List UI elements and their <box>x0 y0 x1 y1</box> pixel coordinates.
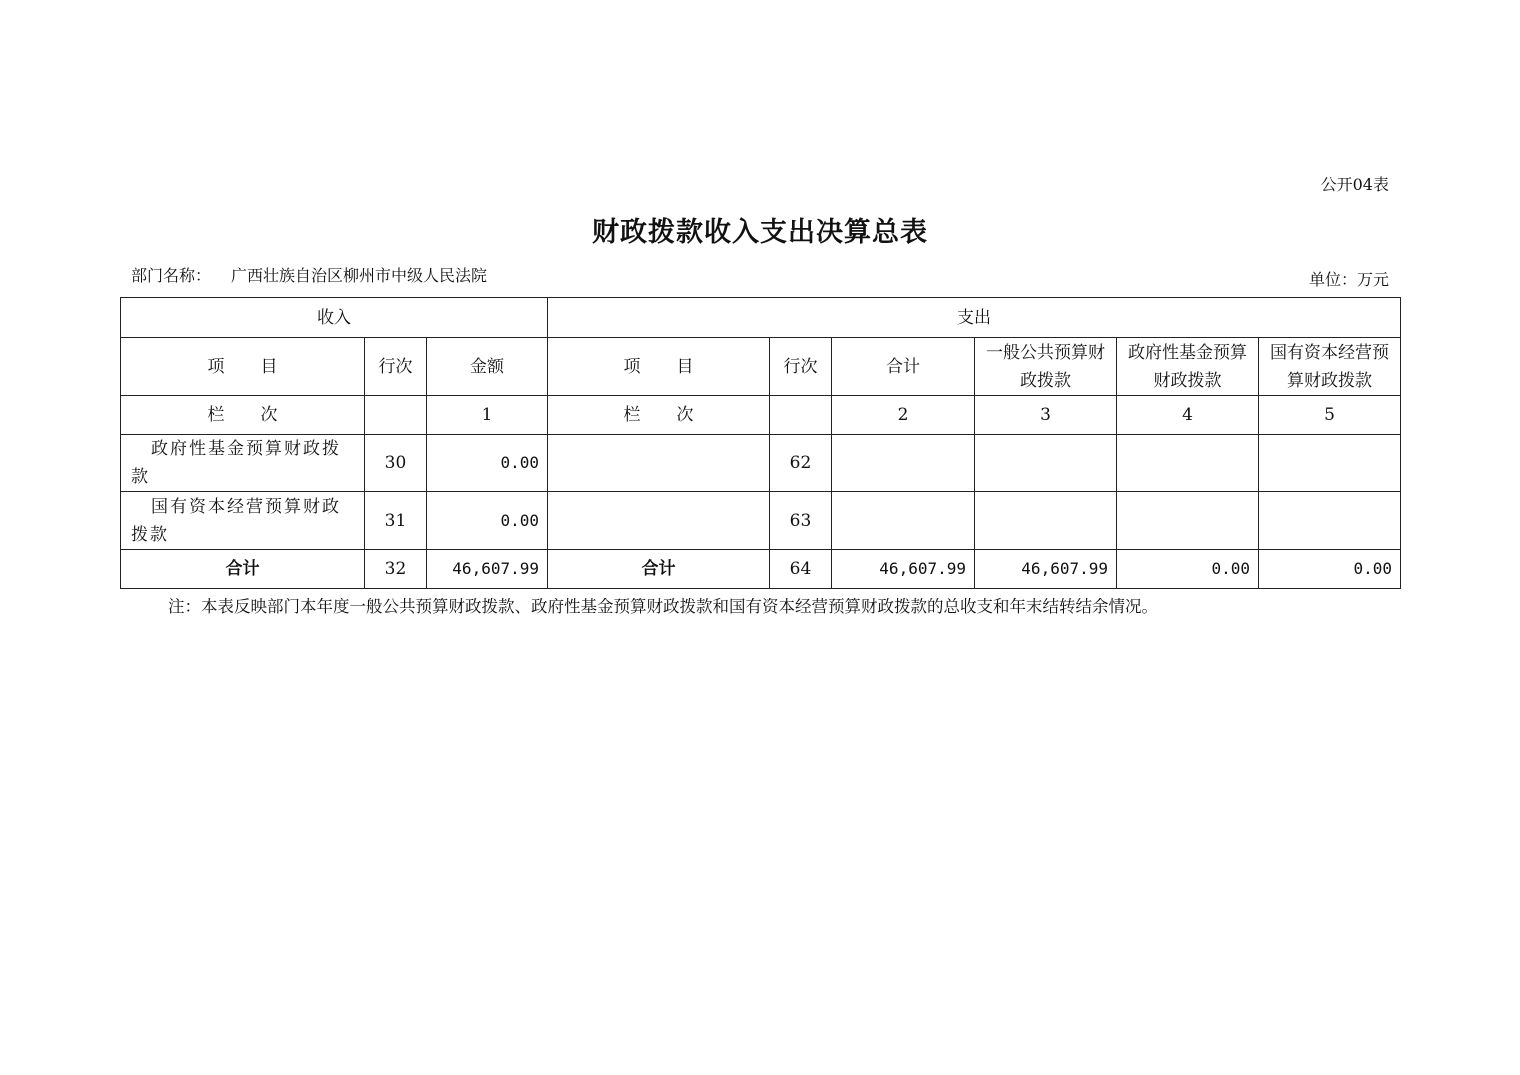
income-total-amount: 46,607.99 <box>427 550 548 589</box>
income-amount: 0.00 <box>427 492 548 550</box>
expense-item <box>548 492 770 550</box>
general-budget-value <box>975 492 1117 550</box>
lanci-row <box>121 396 1401 435</box>
section-header-row <box>121 298 1401 338</box>
lanci-gov-fund: 4 <box>1117 396 1259 435</box>
gov-fund-total: 0.00 <box>1117 550 1259 589</box>
expense-total <box>832 435 975 492</box>
income-amount: 0.00 <box>427 435 548 492</box>
state-capital-total: 0.00 <box>1259 550 1401 589</box>
form-code: 公开04表 <box>1320 175 1389 194</box>
general-budget-total: 46,607.99 <box>975 550 1117 589</box>
page-title: 财政拨款收入支出决算总表 <box>592 217 928 248</box>
income-lanci-label: 栏次 <box>121 396 365 435</box>
expense-row-no: 63 <box>770 492 832 550</box>
income-section-header: 收入 <box>121 298 548 338</box>
income-total-label: 合计 <box>121 550 365 589</box>
expense-total-label: 合计 <box>548 550 770 589</box>
unit-label: 单位：万元 <box>1308 270 1389 289</box>
state-capital-header: 国有资本经营预算财政拨款 <box>1259 338 1401 396</box>
expense-lanci-label: 栏次 <box>548 396 770 435</box>
state-capital-value <box>1259 435 1401 492</box>
expense-item-header: 项目 <box>548 338 770 396</box>
table-row <box>121 492 1401 550</box>
expense-row-no: 62 <box>770 435 832 492</box>
gov-fund-value <box>1117 435 1259 492</box>
income-item: 国有资本经营预算财政拨款 <box>121 492 365 550</box>
income-total-row-no: 32 <box>365 550 427 589</box>
lanci-general: 3 <box>975 396 1117 435</box>
expense-total-amount: 46,607.99 <box>832 550 975 589</box>
lanci-total: 2 <box>832 396 975 435</box>
income-lanci-row-no <box>365 396 427 435</box>
income-item: 政府性基金预算财政拨款 <box>121 435 365 492</box>
expense-item <box>548 435 770 492</box>
expense-row-no-header: 行次 <box>770 338 832 396</box>
expense-section-header: 支出 <box>548 298 1401 338</box>
income-amount-header: 金额 <box>427 338 548 396</box>
general-budget-header: 一般公共预算财政拨款 <box>975 338 1117 396</box>
lanci-state-capital: 5 <box>1259 396 1401 435</box>
total-row <box>121 550 1401 589</box>
expense-total-header: 合计 <box>832 338 975 396</box>
income-row-no-header: 行次 <box>365 338 427 396</box>
income-row-no: 30 <box>365 435 427 492</box>
gov-fund-value <box>1117 492 1259 550</box>
department-label: 部门名称： <box>131 266 212 285</box>
table-row <box>121 435 1401 492</box>
department-name: 广西壮族自治区柳州市中级人民法院 <box>231 266 488 285</box>
general-budget-value <box>975 435 1117 492</box>
table-note: 注：本表反映部门本年度一般公共预算财政拨款、政府性基金预算财政拨款和国有资本经营预算财政拨款的总收支和年末结转结余情况。 <box>168 597 1158 616</box>
lanci-amount: 1 <box>427 396 548 435</box>
fiscal-appropriation-table <box>120 297 1401 589</box>
state-capital-value <box>1259 492 1401 550</box>
column-header-row <box>121 338 1401 396</box>
income-item-header: 项目 <box>121 338 365 396</box>
expense-lanci-row-no <box>770 396 832 435</box>
expense-total <box>832 492 975 550</box>
department-line <box>131 263 487 286</box>
income-row-no: 31 <box>365 492 427 550</box>
gov-fund-header: 政府性基金预算财政拨款 <box>1117 338 1259 396</box>
expense-total-row-no: 64 <box>770 550 832 589</box>
